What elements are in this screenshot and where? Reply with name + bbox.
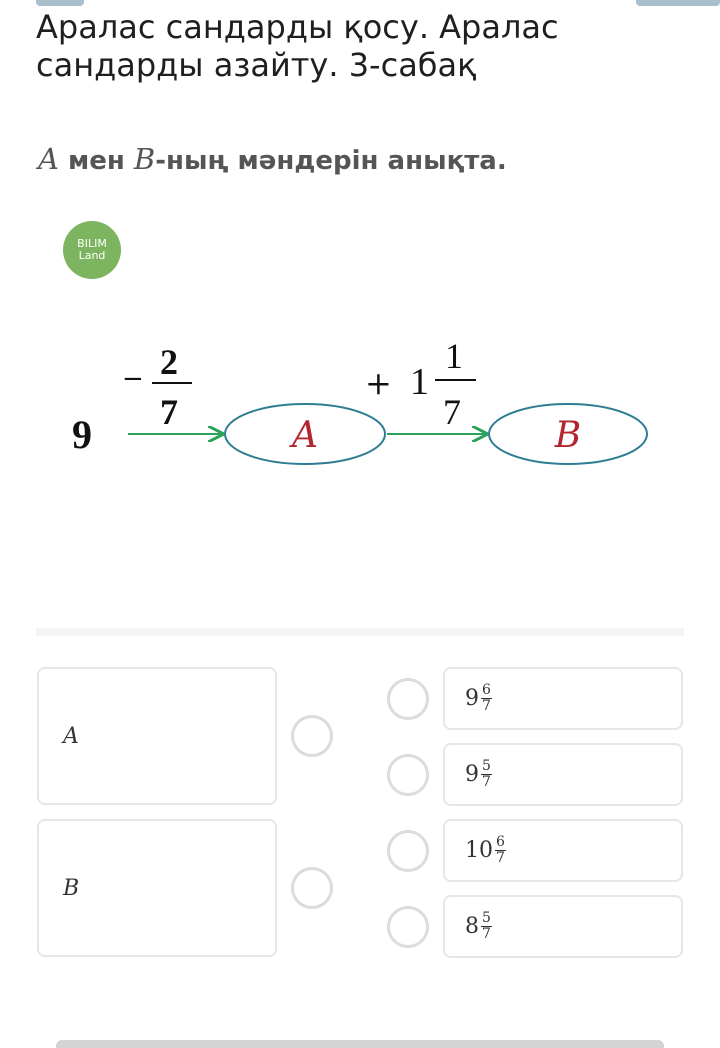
question-middle: мен [58,146,134,176]
logo-line-1: BILIM [77,237,107,250]
answer-radio-2[interactable] [387,754,429,796]
operation-diagram [60,330,660,480]
question-var-a: A [38,142,59,176]
whole-part: 8 [465,914,479,939]
logo-line-2: Land [78,249,106,262]
answer-option-3[interactable] [443,819,683,882]
fraction [481,683,492,714]
denominator: 7 [482,698,491,714]
op2-whole: 1 [410,361,429,403]
match-target-a[interactable] [37,667,277,805]
match-target-b-label: B [63,875,80,901]
answer-option-1[interactable] [443,667,683,730]
answer-radio-3[interactable] [387,830,429,872]
match-radio-b[interactable] [291,867,333,909]
node-a-label: A [292,415,318,456]
numerator: 6 [496,834,505,850]
denominator: 7 [496,850,505,866]
op1-denominator: 7 [160,392,178,432]
answer-radio-1[interactable] [387,678,429,720]
op1-numerator: 2 [160,342,178,382]
match-radio-a[interactable] [291,715,333,757]
mixed-number [465,759,492,790]
mixed-number [465,683,492,714]
denominator: 7 [482,774,491,790]
fraction [495,835,506,866]
op2-denominator: 7 [443,392,461,432]
whole-part: 9 [465,762,479,787]
match-target-a-label: A [63,723,79,749]
question-rest: -ның мәндерін анықта. [155,146,507,176]
numerator: 5 [482,910,491,926]
answer-option-4[interactable] [443,895,683,958]
start-number: 9 [72,412,92,457]
fraction [481,911,492,942]
mixed-number [465,835,506,866]
section-divider [36,628,684,636]
match-target-b[interactable] [37,819,277,957]
question-var-b: B [133,142,156,176]
top-progress-segment-right [636,0,720,6]
submit-button[interactable] [56,1040,664,1048]
op2-sign: + [365,364,392,402]
bilimland-logo [63,221,121,279]
mixed-number [465,911,492,942]
lesson-title: Аралас сандарды қосу. Аралас сандарды азайту. 3-сабақ [36,8,559,84]
whole-part: 10 [465,838,493,863]
whole-part: 9 [465,686,479,711]
numerator: 5 [482,758,491,774]
op2-numerator: 1 [445,336,463,376]
question-text [38,142,507,176]
top-progress-segment-left [36,0,84,6]
node-b-label: B [554,415,582,456]
denominator: 7 [482,926,491,942]
op1-sign: − [122,364,144,394]
numerator: 6 [482,682,491,698]
fraction [481,759,492,790]
answer-radio-4[interactable] [387,906,429,948]
answer-option-2[interactable] [443,743,683,806]
